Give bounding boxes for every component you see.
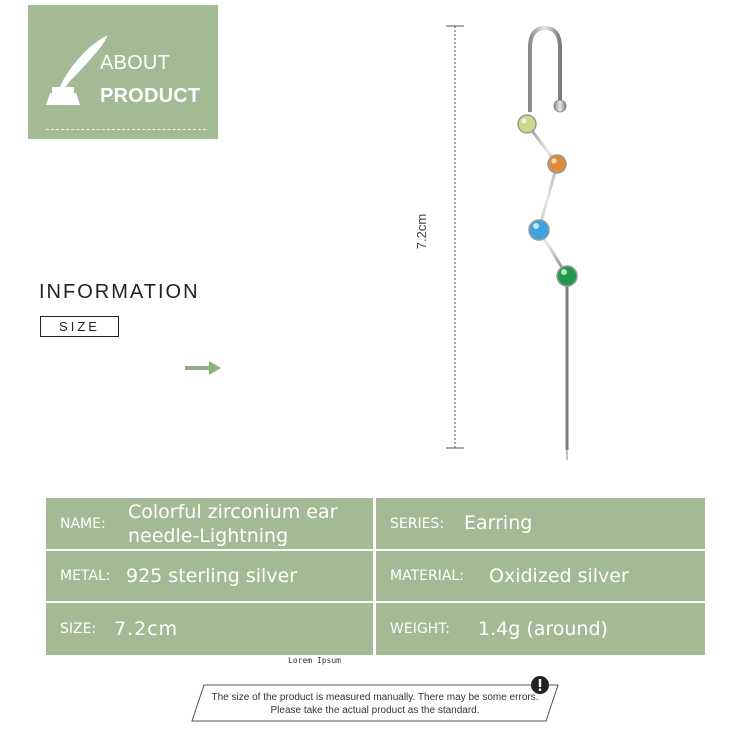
right-arrow-icon [185, 361, 221, 375]
size-tag: SIZE [40, 316, 119, 337]
note-line2: Please take the actual product as the standard. [270, 705, 480, 716]
series-cell [376, 498, 705, 549]
note-line1: The size of the product is measured manually. There may be some errors. [211, 692, 539, 703]
material-key: MATERIAL: [390, 568, 464, 584]
size-value: 7.2cm [114, 618, 179, 640]
lorem-caption: Lorem Ipsum [288, 656, 341, 665]
measurement-note [190, 683, 560, 723]
name-value-line1: Colorful zirconium ear [128, 501, 338, 523]
metal-key: METAL: [60, 568, 111, 584]
earring-illustration [505, 20, 595, 465]
name-value-line2: needle-Lightning [128, 525, 289, 547]
spec-table [46, 498, 705, 655]
note-frame [190, 683, 560, 723]
size-key: SIZE: [60, 621, 97, 637]
dashed-divider [46, 129, 206, 130]
weight-cell [376, 603, 705, 655]
metal-value: 925 sterling silver [126, 565, 298, 587]
product-label: PRODUCT [100, 85, 201, 107]
material-cell [376, 551, 705, 601]
name-key: NAME: [60, 515, 106, 532]
metal-cell [46, 551, 373, 601]
series-value: Earring [464, 512, 533, 534]
about-product-banner [28, 5, 218, 139]
name-cell [46, 498, 373, 549]
size-cell [46, 603, 373, 655]
information-heading: INFORMATION [39, 281, 200, 303]
series-key: SERIES: [390, 515, 445, 532]
dimension-label: 7.2cm [414, 213, 430, 250]
weight-value: 1.4g (around) [478, 618, 608, 640]
about-label: ABOUT [100, 52, 170, 74]
material-value: Oxidized silver [489, 565, 629, 587]
weight-key: WEIGHT: [390, 621, 450, 637]
dimension-line [440, 22, 470, 452]
